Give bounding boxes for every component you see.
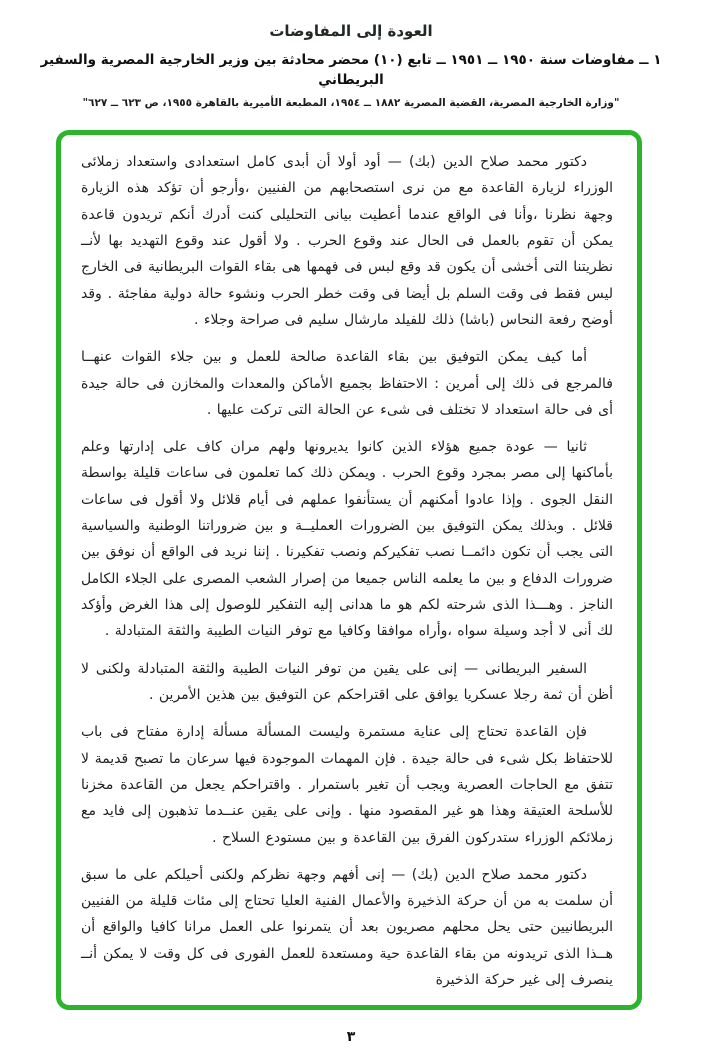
document-header <box>0 0 702 109</box>
transcript-paragraph-4: السفير البريطانى — إنى على يقين من توفر النيات الطيبة والثقة المتبادلة ولكنى لا أظن أن ثمة رجلا عسكريا يوافق على اقتراحكم عن التوفيق بين هذين الأمرين . <box>81 660 613 703</box>
transcript-paragraph-5: فإن القاعدة تحتاج إلى عناية مستمرة وليست المسألة مسألة إدارة مفتاح فى باب للاحتفاظ بكل شىء فى حالة جيدة . فإن المهمات الموجودة فيها سرعان ما تصبح قديمة لا تتفق مع الحاجات العصرية ويجب أن تغير باستمرار . واقتراحكم يجعل من القاعدة مخزنا للأسلحة العتيقة وهذا هو غير المقصود منها . وإنى على يقين عنــدما تذهبون إلى فايد مع زملائكم الوزراء ستدركون الفرق بين القاعدة و بين مستودع السلاح . <box>81 724 613 846</box>
transcript-paragraph-2: أما كيف يمكن التوفيق بين بقاء القاعدة صالحة للعمل و بين جلاء القوات عنهــا فالمرجع فى ذلك إلى أمرين : الاحتفاظ بجميع الأماكن والمعدات والمخازن فى حالة جيدة أى فى حالة استعداد لا تختلف فى شىء عن الحالة التى تركت عليها . <box>81 349 613 418</box>
transcript-paragraph-3: ثانيا — عودة جميع هؤلاء الذين كانوا يديرونها ولهم مران كاف على إدارتها وعلم بأماكنها إلى مصر بمجرد وقوع الحرب . ويمكن ذلك كما تعلمون فى ساعات قليلة بواسطة النقل الجوى . وإذا عادوا أمكنهم أن يستأنفوا عملهم فى أيام قلائل ولا أقول فى ساعات قلائل . وبذلك يمكن التوفيق بين الضرورات العمليــة و بين ضروراتنا الوطنية والسياسية التى يجب أن تكون دائمــا نصب تفكيركم ونصب تفكيرنا . إننا نريد فى الواقع أن نوفق بين ضرورات الدفاع و بين ما يعلمه الناس جميعا من إصرار الشعب المصرى على الجلاء الكامل الناجز . وهـــذا الذى شرحته لكم هو ما هدانى إليه التفكير للوصول إلى هذا الغرض وأؤكد لك أنى لا أجد وسيلة سواه ،وأراه موافقا وكافيا مع توفر النيات الطيبة والثقة المتبادلة . <box>81 439 613 640</box>
page-number: ٣ <box>346 1029 356 1045</box>
document-footer <box>0 1029 702 1045</box>
transcript-paragraph-6: دكتور محمد صلاح الدين (بك) — إنى أفهم وجهة نظركم ولكنى أحيلكم على ما سبق أن سلمت به من أن حركة الذخيرة والأعمال الفنية العليا تحتاج إلى مئات قليلة من الفنيين البريطانيين حتى يحل محلهم مصريون بعد أن يتمرنوا على العمل مرانا كافيا والواقع أن هــذا الذى تريدونه من بقاء القاعدة حية ومستعدة للعمل الفورى فى كل وقت لا يمكن أنــ ينصرف إلى غير حركة الذخيرة <box>81 866 613 989</box>
transcript-box <box>56 130 642 1010</box>
source-citation: "وزارة الخارجية المصرية، القضية المصرية ١٨٨٢ ــ ١٩٥٤، المطبعة الأميرية بالقاهرة ١٩٥٥، ص ٦٢٣ ــ ٦٢٧" <box>82 96 620 109</box>
page-title: العودة إلى المفاوضات <box>269 22 433 40</box>
transcript-paragraph-1: دكتور محمد صلاح الدين (بك) — أود أولا أن أبدى كامل استعدادى واستعداد زملائى الوزراء لزيارة القاعدة مع من نرى استصحابهم من الفنيين ،وأرجو أن تؤكد هذه الزيارة وجهة نظرنا ،وأنا فى الواقع عندما أعطيت بيانى التحليلى كنت أدرك أنكم تريدون قاعدة يمكن أن تقوم بالعمل فى الحال عند وقوع الحرب . ولا أقول عند وقوع التهديد بها لأنــ نظريتنا التى أخشى أن يكون قد وقع لبس فى فهمها هى بقاء القوات البريطانية فى الخارج ليس فقط فى وقت السلم بل أيضا فى وقت خطر الحرب ونشوء حالة دولية مفاجئة . وقد أوضح رفعة النحاس (باشا) ذلك للفيلد مارشال سليم فى صراحة وجلاء . <box>81 154 613 328</box>
document-heading: ١ ــ مفاوضات سنة ١٩٥٠ ــ ١٩٥١ ــ تابع (١٠) محضر محادثة بين وزير الخارجية المصرية والسفير البريطاني <box>40 52 662 89</box>
